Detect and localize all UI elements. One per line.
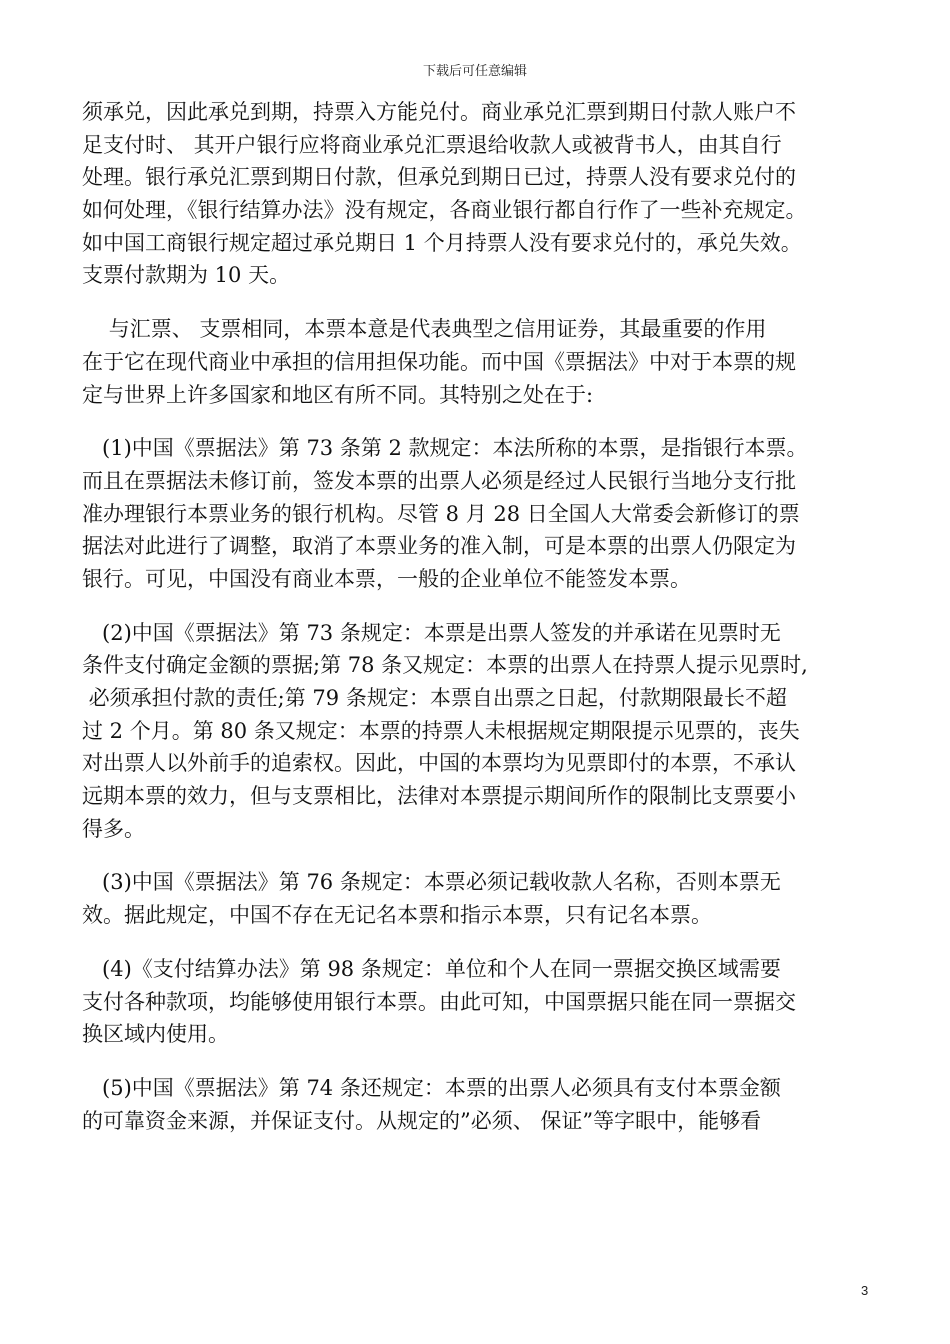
text-line: (1)中国《票据法》第 73 条第 2 款规定：本法所称的本票，是指银行本票。 <box>82 436 808 461</box>
paragraph-5 <box>82 866 882 931</box>
text-line: 效。据此规定，中国不存在无记名本票和指示本票，只有记名本票。 <box>82 903 712 928</box>
text-line: 银行。可见，中国没有商业本票，一般的企业单位不能签发本票。 <box>82 566 691 591</box>
text-line: (2)中国《票据法》第 73 条规定：本票是出票人签发的并承诺在见票时无 <box>82 620 781 645</box>
text-line: 的可靠资金来源，并保证支付。从规定的”必须、 保证”等字眼中，能够看 <box>82 1108 762 1133</box>
paragraph-2 <box>82 313 882 411</box>
paragraph-1 <box>82 96 882 292</box>
text-line: 必须承担付款的责任;第 79 条规定：本票自出票之日起，付款期限最长不超 <box>82 686 787 710</box>
text-line: 过 2 个月。第 80 条又规定：本票的持票人未根据规定期限提示见票的，丧失 <box>82 718 800 743</box>
text-line: 支付各种款项，均能够使用银行本票。由此可知，中国票据只能在同一票据交 <box>82 989 796 1014</box>
text-line: 与汇票、 支票相同，本票本意是代表典型之信用证券，其最重要的作用 <box>82 317 767 342</box>
text-line: 换区域内使用。 <box>82 1022 229 1047</box>
text-line: 支票付款期为 10 天。 <box>82 263 291 288</box>
text-line: 如中国工商银行规定超过承兑期日 1 个月持票人没有要求兑付的，承兑失效。 <box>82 230 802 255</box>
text-line: 须承兑，因此承兑到期，持票入方能兑付。商业承兑汇票到期日付款人账户不 <box>82 100 796 124</box>
text-line: 远期本票的效力，但与支票相比，法律对本票提示期间所作的限制比支票要小 <box>82 784 796 809</box>
document-body <box>82 96 882 1137</box>
text-line: (5)中国《票据法》第 74 条还规定：本票的出票人必须具有支付本票金额 <box>82 1075 781 1100</box>
text-line: 足支付时、 其开户银行应将商业承兑汇票退给收款人或被背书人，由其自行 <box>82 132 782 157</box>
text-line: 得多。 <box>82 816 145 841</box>
page-number: 3 <box>861 1283 869 1298</box>
text-line: 处理。银行承兑汇票到期日付款，但承兑到期日已过，持票人没有要求兑付的 <box>82 165 796 190</box>
text-line: 条件支付确定金额的票据;第 78 条又规定：本票的出票人在持票人提示见票时, <box>82 653 808 678</box>
text-line: 对出票人以外前手的追索权。因此，中国的本票均为见票即付的本票，不承认 <box>82 751 796 776</box>
text-line: 定与世界上许多国家和地区有所不同。其特别之处在于: <box>82 382 594 407</box>
text-line: 如何处理，《银行结算办法》没有规定，各商业银行都自行作了一些补充规定。 <box>82 198 807 223</box>
paragraph-3 <box>82 432 882 595</box>
text-line: (3)中国《票据法》第 76 条规定：本票必须记载收款人名称，否则本票无 <box>82 870 781 895</box>
text-line: (4)《支付结算办法》第 98 条规定：单位和个人在同一票据交换区域需要 <box>82 956 781 981</box>
paragraph-7 <box>82 1072 882 1137</box>
paragraph-6 <box>82 953 882 1051</box>
text-line: 在于它在现代商业中承担的信用担保功能。而中国《票据法》中对于本票的规 <box>82 349 796 374</box>
text-line: 据法对此进行了调整，取消了本票业务的准入制，可是本票的出票人仍限定为 <box>82 534 796 559</box>
paragraph-4 <box>82 617 882 846</box>
text-line: 而且在票据法未修订前，签发本票的出票人必须是经过人民银行当地分支行批 <box>82 468 796 493</box>
page-header: 下载后可任意编辑 <box>422 64 527 79</box>
text-line: 准办理银行本票业务的银行机构。尽管 8 月 28 日全国人大常委会新修订的票 <box>82 501 800 526</box>
